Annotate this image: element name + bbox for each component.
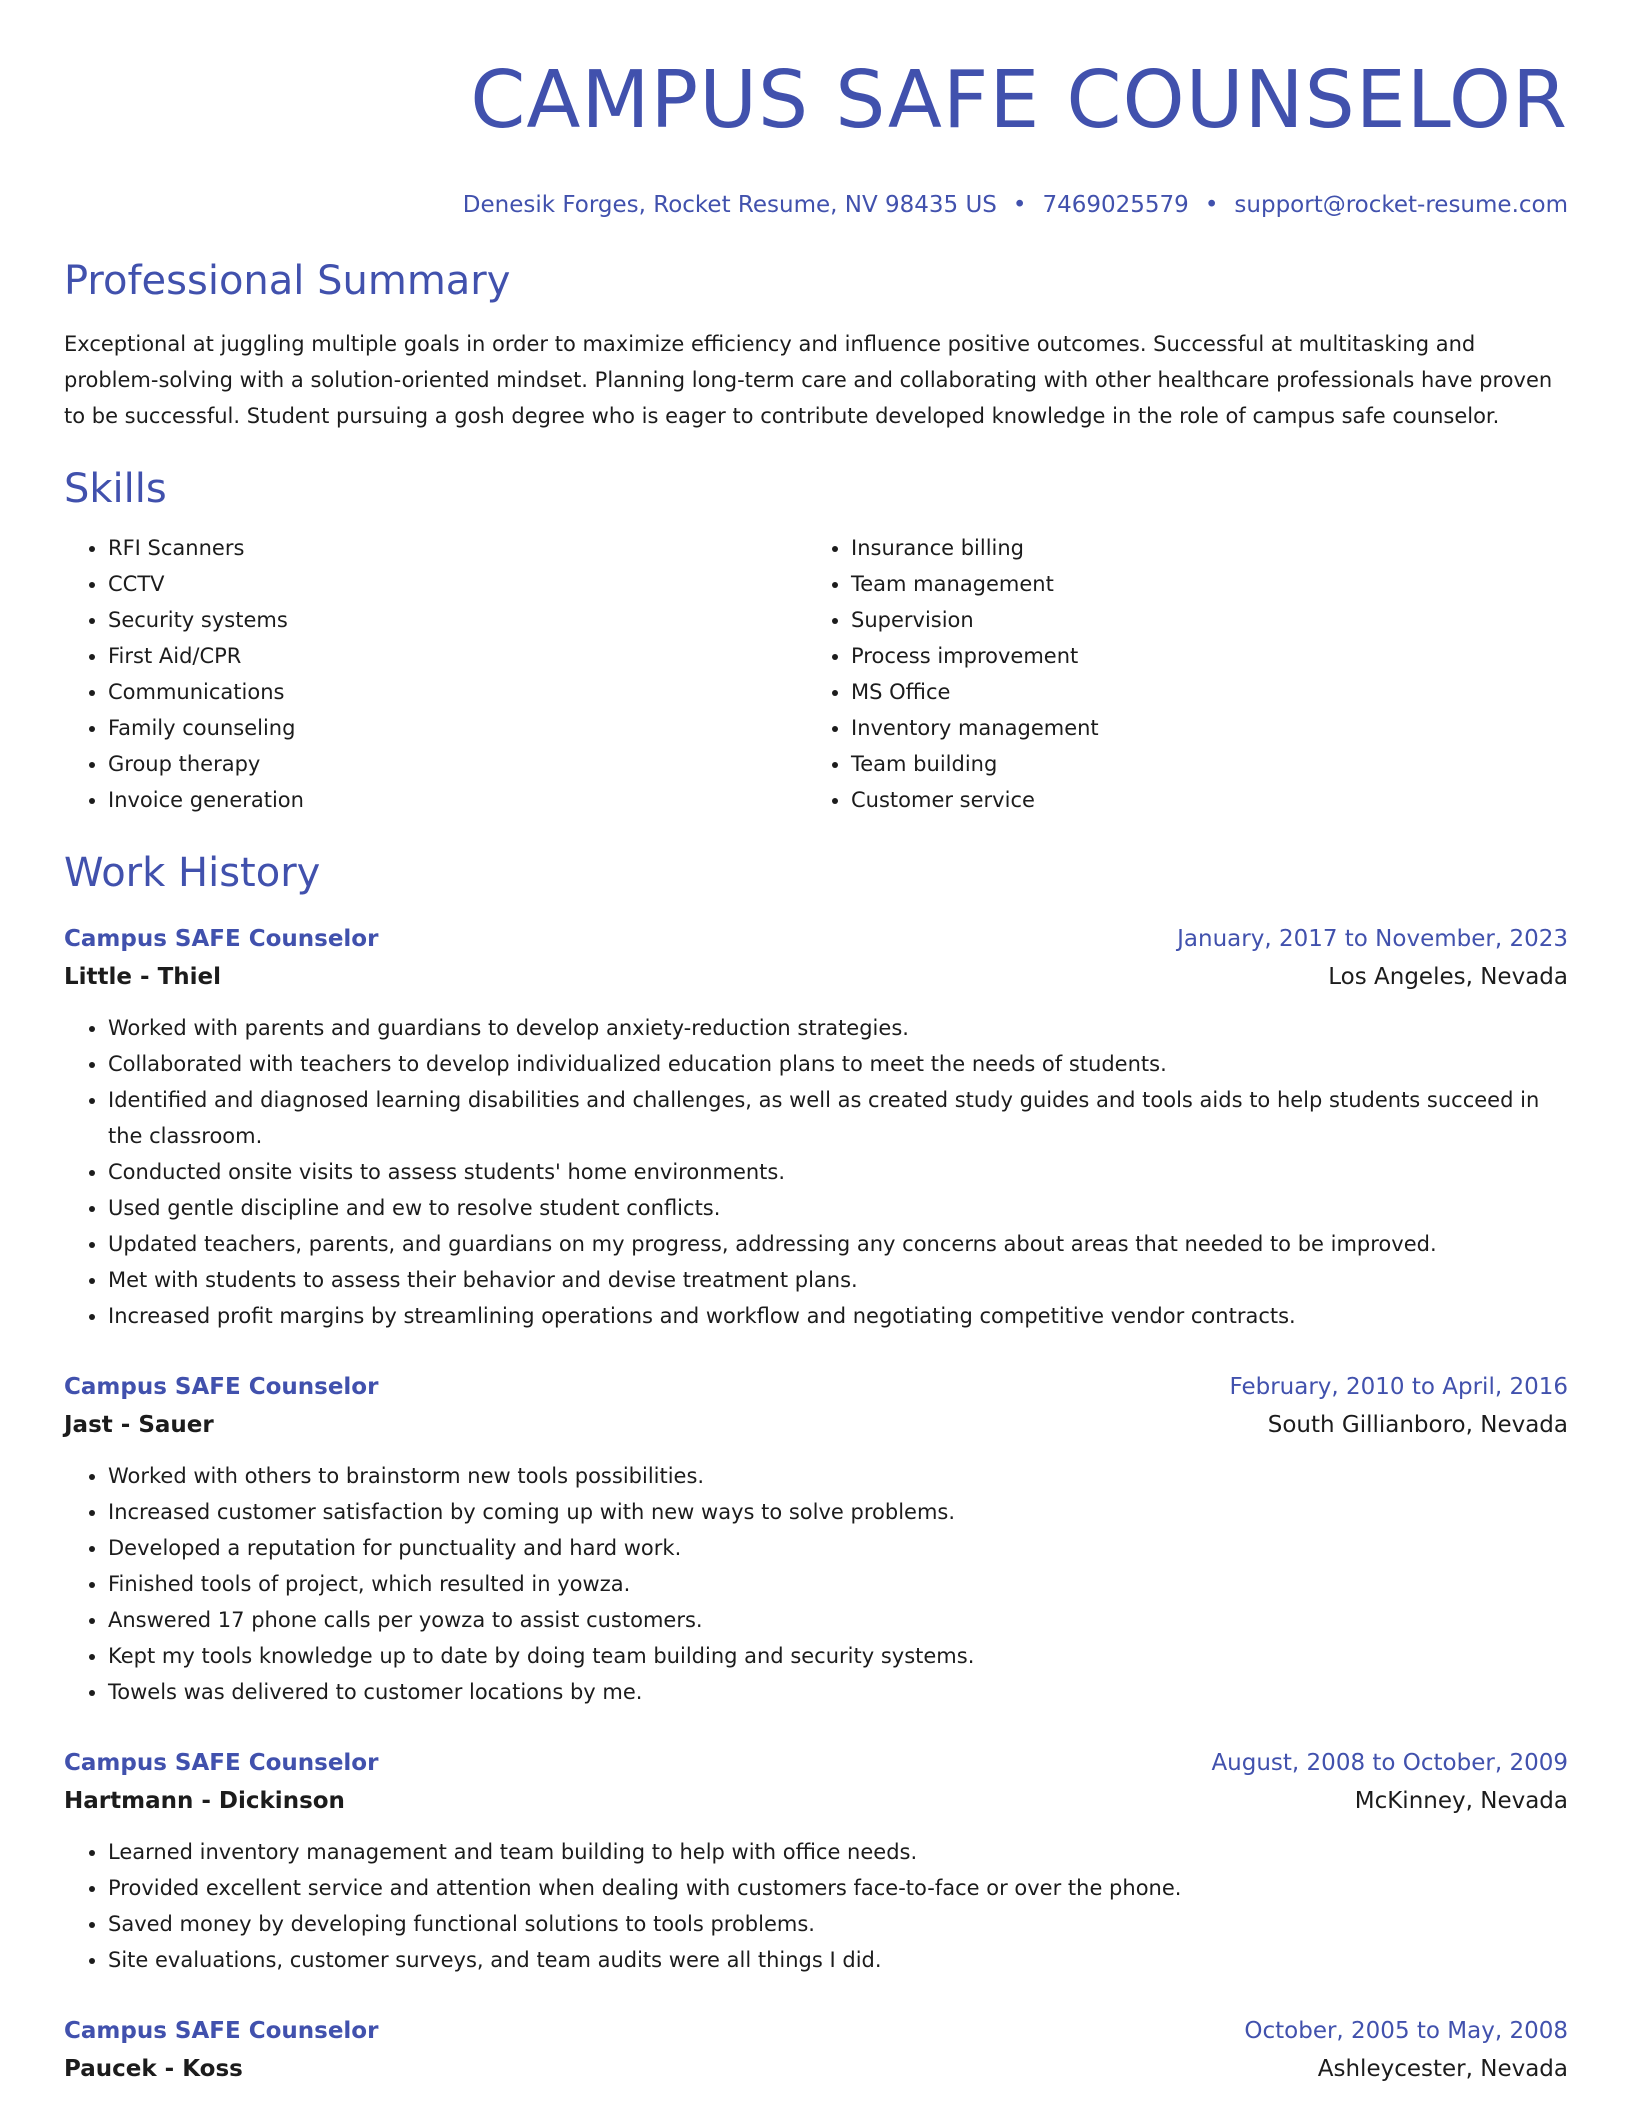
contact-separator: • xyxy=(1204,192,1219,218)
skill-item: • Group therapy xyxy=(108,746,807,782)
job-bullet: • Answered 17 phone calls per yowza to assist customers. xyxy=(108,1602,1568,1638)
job-bullet: • Finished tools of project, which resulted in yowza. xyxy=(108,1566,1568,1602)
job-title: Campus SAFE Counselor xyxy=(64,1374,379,1400)
job-company: Hartmann - Dickinson xyxy=(64,1788,345,1814)
contact-phone: 7469025579 xyxy=(1042,192,1189,218)
summary-text: Exceptional at juggling multiple goals in order to maximize efficiency and influence positive outcomes. Successful at multitasking and problem-solving with a solution-oriented mindset. Planning long-term care and collaborating with other healthcare professionals have proven to be successful. Student pursuing a gosh degree who is eager to contribute developed knowledge in the role of campus safe counselor. xyxy=(64,332,1553,428)
job-bullet: • Learned inventory management and team building to help with office needs. xyxy=(108,1834,1568,1870)
job-company: Paucek - Koss xyxy=(64,2056,243,2082)
job-location: Ashleycester, Nevada xyxy=(1317,2056,1568,2082)
skills-list xyxy=(64,530,1568,818)
job-bullet: • Worked with others to brainstorm new tools possibilities. xyxy=(108,1458,1568,1494)
job-bullet: • Conducted onsite visits to assess students' home environments. xyxy=(108,1154,1568,1190)
job-bullet: • Met with students to assess their behavior and devise treatment plans. xyxy=(108,1262,1568,1298)
job-bullet: • Provided excellent service and attention when dealing with customers face-to-face or over the phone. xyxy=(108,1870,1568,1906)
job-bullet: • Collaborated with teachers to develop individualized education plans to meet the needs of students. xyxy=(108,1046,1568,1082)
job-bullet: • Increased customer satisfaction by coming up with new ways to solve problems. xyxy=(108,1494,1568,1530)
job-bullet: • Developed a reputation for punctuality and hard work. xyxy=(108,1530,1568,1566)
job-company: Little - Thiel xyxy=(64,964,222,990)
contact-line xyxy=(64,190,1568,220)
skill-item: • Team building xyxy=(851,746,1550,782)
skill-item: • Security systems xyxy=(108,602,807,638)
job-dates: August, 2008 to October, 2009 xyxy=(1211,1750,1568,1776)
work-history-title: Work History xyxy=(64,850,321,896)
job-dates: February, 2010 to April, 2016 xyxy=(1229,1374,1568,1400)
skill-item: • Family counseling xyxy=(108,710,807,746)
skill-item: • Process improvement xyxy=(851,638,1550,674)
job-bullet: • Site evaluations, customer surveys, and team audits were all things I did. xyxy=(108,1942,1568,1978)
skill-item: • CCTV xyxy=(108,566,807,602)
skill-item: • MS Office xyxy=(851,674,1550,710)
skill-item: • Invoice generation xyxy=(108,782,807,818)
job-bullet: • Saved money by developing functional solutions to tools problems. xyxy=(108,1906,1568,1942)
job-title: Campus SAFE Counselor xyxy=(64,2018,379,2044)
job-entry xyxy=(64,920,1568,1334)
job-dates: October, 2005 to May, 2008 xyxy=(1244,2018,1568,2044)
job-entry xyxy=(64,2012,1568,2088)
job-title: Campus SAFE Counselor xyxy=(64,1750,379,1776)
job-bullet: • Used gentle discipline and ew to resolve student conflicts. xyxy=(108,1190,1568,1226)
job-entry xyxy=(64,1368,1568,1710)
skill-item: • First Aid/CPR xyxy=(108,638,807,674)
job-bullet: • Identified and diagnosed learning disabilities and challenges, as well as created study guides and tools aids to help students succeed in the classroom. xyxy=(108,1082,1568,1154)
summary-title: Professional Summary xyxy=(64,258,511,304)
skill-item: • Communications xyxy=(108,674,807,710)
job-bullet: • Towels was delivered to customer locations by me. xyxy=(108,1674,1568,1710)
skill-item: • Supervision xyxy=(851,602,1550,638)
job-bullet: • Kept my tools knowledge up to date by doing team building and security systems. xyxy=(108,1638,1568,1674)
skill-item: • Team management xyxy=(851,566,1550,602)
skill-item: • Customer service xyxy=(851,782,1550,818)
job-bullets xyxy=(64,1010,1568,1334)
contact-email[interactable]: support@rocket-resume.com xyxy=(1234,192,1568,218)
contact-address: Denesik Forges, Rocket Resume, NV 98435 US xyxy=(462,192,997,218)
skills-title: Skills xyxy=(64,466,167,512)
job-location: Los Angeles, Nevada xyxy=(1328,964,1568,990)
skill-item: • Inventory management xyxy=(851,710,1550,746)
skill-item: • RFI Scanners xyxy=(108,530,807,566)
job-bullets xyxy=(64,1834,1568,1978)
job-company: Jast - Sauer xyxy=(64,1412,214,1438)
skills-column-left xyxy=(64,530,807,818)
contact-separator: • xyxy=(1012,192,1027,218)
job-location: McKinney, Nevada xyxy=(1354,1788,1568,1814)
job-bullet: • Updated teachers, parents, and guardians on my progress, addressing any concerns about areas that needed to be improved. xyxy=(108,1226,1568,1262)
resume-name: CAMPUS SAFE COUNSELOR xyxy=(470,54,1568,146)
skills-column-right xyxy=(807,530,1550,818)
job-dates: January, 2017 to November, 2023 xyxy=(1177,926,1568,952)
job-entry xyxy=(64,1744,1568,1978)
job-title: Campus SAFE Counselor xyxy=(64,926,379,952)
skill-item: • Insurance billing xyxy=(851,530,1550,566)
job-bullet: • Increased profit margins by streamlining operations and workflow and negotiating competitive vendor contracts. xyxy=(108,1298,1568,1334)
job-location: South Gillianboro, Nevada xyxy=(1267,1412,1568,1438)
job-bullet: • Worked with parents and guardians to develop anxiety-reduction strategies. xyxy=(108,1010,1568,1046)
job-bullets xyxy=(64,1458,1568,1710)
